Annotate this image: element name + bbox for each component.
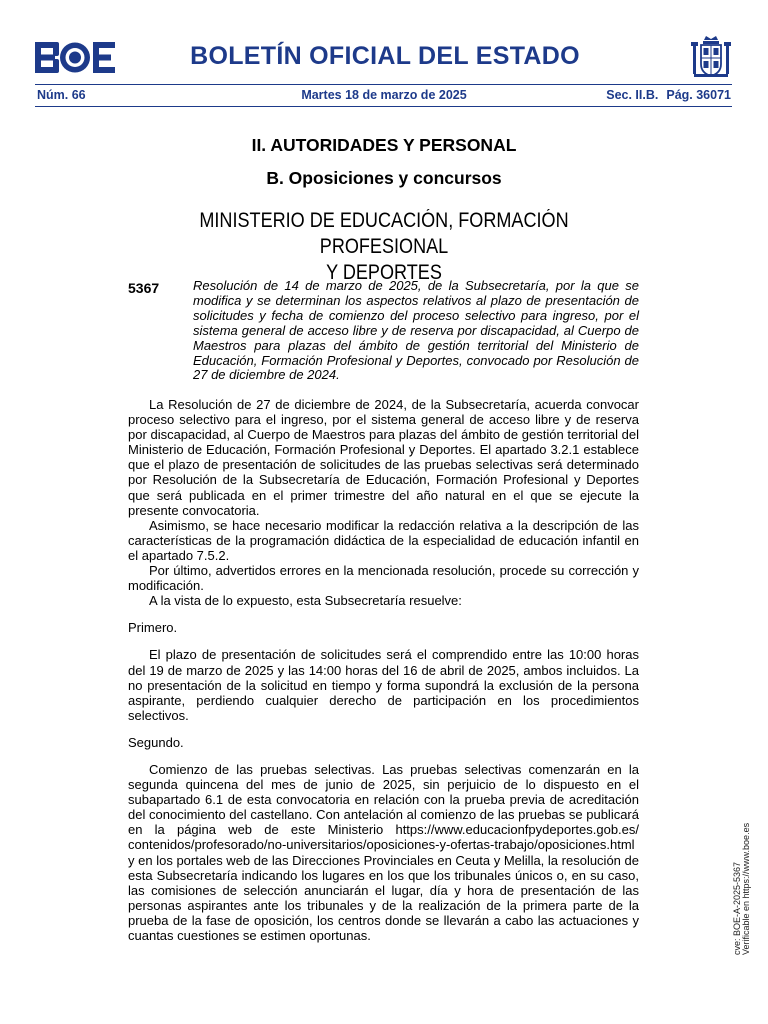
disposition-number: 5367 — [128, 280, 160, 296]
header-rule-top — [35, 84, 732, 85]
disposition-summary: Resolución de 14 de marzo de 2025, de la Subsecretaría, por la que se modifica y se determinan los aspectos relativos al plazo de presentación de solicitudes y fecha de comienzo del proceso selectivo para ingreso, por el sistema general de acceso libre y de reserva por discapacidad, al Cuerpo de Maestros para plazas del ámbito de gestión territorial del Ministerio de Educación, Formación Profesional y Deportes, convocado por Resolución de 27 de diciembre de 2024. — [193, 278, 639, 383]
paragraph: A la vista de lo expuesto, esta Subsecretaría resuelve: — [149, 593, 462, 609]
section-page — [598, 88, 731, 102]
paragraph: Comienzo de las pruebas selectivas. Las pruebas selectivas comenzarán en la segunda quincena del mes de junio de 2025, sin perjuicio de lo dispuesto en el subapartado 6.1 de esta convocatoria en relación con la prueba previa de acreditación del conocimiento del castellano. Con antelación al comienzo de las pruebas se publicará en la página web de este Ministerio https://www.educacionfpydeportes.gob.es/ contenidos/profesorado/no-universitarios/oposiciones-y-ofertas-trabajo/oposiciones.html y en los portales web de las Direcciones Provinciales en Ceuta y Melilla, la resolución de esta Subsecretaría indicando los lugares en los que los tribunales únicos o, en su caso, las comisiones de selección anunciarán el lugar, día y hora de presentación de las personas aspirantes ante los tribunales y de la realización de la primera parte de la prueba de la fase de oposición, los centros donde se llevarán a cabo las actuaciones y cuantas cuestiones se estimen oportunas. — [128, 761, 639, 943]
boe-logo-icon — [35, 42, 115, 73]
section-heading: II. AUTORIDADES Y PERSONAL — [251, 135, 517, 155]
article-heading-first: Primero. — [128, 620, 178, 636]
header-rule-bottom — [35, 106, 732, 107]
issue-date: Martes 18 de marzo de 2025 — [301, 88, 467, 102]
coat-of-arms-icon — [690, 36, 732, 80]
document-body — [128, 397, 639, 943]
ministry-line-1: MINISTERIO DE EDUCACIÓN, FORMACIÓN PROFESIONAL — [199, 209, 569, 258]
article-heading-second: Segundo. — [128, 734, 184, 750]
paragraph: El plazo de presentación de solicitudes será el comprendido entre las 10:00 horas del 19 de marzo de 2025 y las 14:00 horas del 16 de abril de 2025, ambos incluidos. La no presentación de la solicitud en tiempo y forma supondrá la exclusión de la persona aspirante, perdiendo cualquier derecho de participación en los procedimientos selectivos. — [128, 647, 639, 723]
issue-number: Núm. 66 — [37, 88, 86, 102]
verification-link[interactable]: Verificable en https://www.boe.es — [741, 822, 751, 955]
section-code: Sec. II.B. — [606, 88, 659, 102]
cve-identifier: cve: BOE-A-2025-5367 — [732, 861, 742, 955]
paragraph: Asimismo, se hace necesario modificar la redacción relativa a la descripción de las características de la programación didáctica de la especialidad de educación infantil en el apartado 7.5.2. — [128, 517, 639, 563]
page-number: Pág. 36071 — [666, 88, 731, 102]
ministry-line-2: Y DEPORTES — [326, 261, 442, 284]
ministry-heading — [174, 208, 594, 286]
publication-title: BOLETÍN OFICIAL DEL ESTADO — [190, 42, 580, 70]
paragraph: La Resolución de 27 de diciembre de 2024, de la Subsecretaría, acuerda convocar proceso selectivo para el ingreso, por el sistema general de acceso libre y de reserva por discapacidad, al Cuerpo de Maestros para plazas del ámbito de gestión territorial del Ministerio de Educación, Formación Profesional y Deportes. El apartado 3.2.1 establece que el plazo de presentación de solicitudes de las pruebas selectivas será determinado por Resolución de la Subsecretaría de Educación, Formación Profesional y Deportes que será publicada en el primer trimestre del año natural en el que se ejecute la presente convocatoria. — [128, 397, 639, 518]
subsection-heading: B. Oposiciones y concursos — [266, 168, 502, 188]
paragraph: Por último, advertidos errores en la mencionada resolución, procede su corrección y modificación. — [128, 563, 639, 594]
